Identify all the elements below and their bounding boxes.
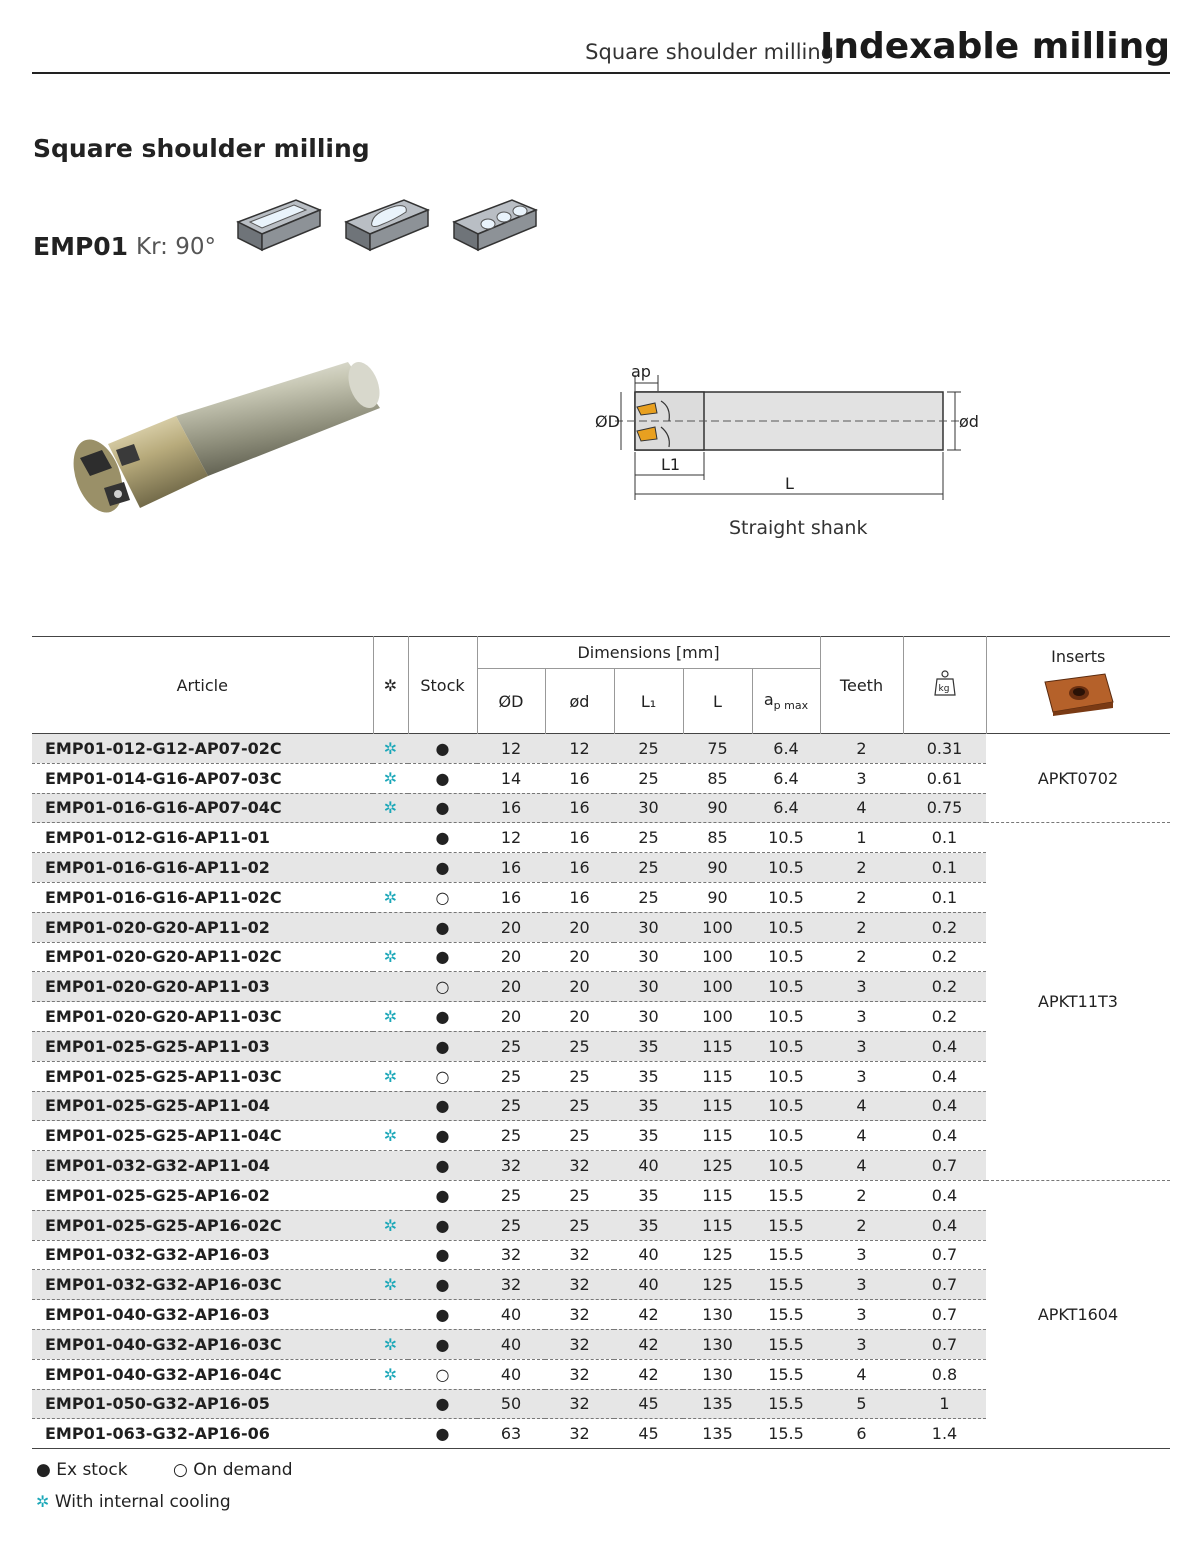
teeth-cell: 2 [820,942,903,972]
ap-cell: 10.5 [752,942,820,972]
cooling-icon [373,1300,408,1330]
d-cell: 25 [477,1121,545,1151]
l1-label: L1 [661,455,681,474]
d-outer-label: ØD [595,412,620,431]
d-cell: 25 [477,1031,545,1061]
d-cell: 25 [545,1061,614,1091]
article-cell: EMP01-040-G32-AP16-03 [32,1300,373,1330]
l1-cell: 30 [614,912,683,942]
teeth-cell: 3 [820,1061,903,1091]
l1-cell: 40 [614,1270,683,1300]
cooling-icon: ✲ [373,1061,408,1091]
header-title: Indexable milling [819,26,1170,67]
kg-cell: 0.7 [903,1240,986,1270]
kg-cell: 0.61 [903,763,986,793]
stock-cell: ● [408,1151,477,1181]
kg-cell: 0.1 [903,882,986,912]
d-cell: 25 [477,1180,545,1210]
l1-cell: 25 [614,763,683,793]
d-shank-label: ød [959,412,979,431]
insert-icon [1039,672,1117,716]
stock-cell: ● [408,853,477,883]
l-cell: 115 [683,1180,752,1210]
l1-cell: 25 [614,823,683,853]
d-cell: 32 [545,1270,614,1300]
ap-cell: 15.5 [752,1389,820,1419]
ap-cell: 10.5 [752,1091,820,1121]
ap-cell: 10.5 [752,1151,820,1181]
l1-cell: 30 [614,1002,683,1032]
insert-cell: APKT1604 [986,1180,1170,1448]
d-cell: 32 [477,1240,545,1270]
article-cell: EMP01-014-G16-AP07-03C [32,763,373,793]
teeth-cell: 3 [820,763,903,793]
article-cell: EMP01-032-G32-AP16-03 [32,1240,373,1270]
teeth-cell: 4 [820,793,903,823]
l-cell: 115 [683,1210,752,1240]
article-cell: EMP01-040-G32-AP16-03C [32,1329,373,1359]
header-d-outer: ØD [477,669,545,734]
d-cell: 40 [477,1329,545,1359]
ap-cell: 10.5 [752,823,820,853]
d-cell: 25 [545,1210,614,1240]
d-cell: 32 [545,1240,614,1270]
legend-on-demand: ○ On demand [172,1460,293,1480]
kg-cell: 0.4 [903,1061,986,1091]
article-cell: EMP01-016-G16-AP11-02C [32,882,373,912]
stock-cell: ● [408,1389,477,1419]
teeth-cell: 3 [820,1300,903,1330]
stock-cell: ● [408,793,477,823]
article-cell: EMP01-020-G20-AP11-03 [32,972,373,1002]
l1-cell: 35 [614,1061,683,1091]
article-cell: EMP01-025-G25-AP11-04 [32,1091,373,1121]
d-cell: 16 [545,853,614,883]
header-cooling-icon: ✲ [373,637,408,734]
l1-cell: 40 [614,1240,683,1270]
cooling-icon [373,1389,408,1419]
cooling-icon: ✲ [373,793,408,823]
article-cell: EMP01-016-G16-AP11-02 [32,853,373,883]
insert-cell: APKT0702 [986,734,1170,823]
d-cell: 12 [477,734,545,764]
cooling-icon: ✲ [373,734,408,764]
ap-cell: 15.5 [752,1419,820,1449]
d-cell: 63 [477,1419,545,1449]
d-cell: 16 [545,793,614,823]
kg-cell: 0.4 [903,1121,986,1151]
header-inserts: Inserts [986,637,1170,734]
kg-cell: 0.2 [903,1002,986,1032]
article-cell: EMP01-025-G25-AP11-03 [32,1031,373,1061]
d-cell: 25 [477,1091,545,1121]
header-article: Article [32,637,373,734]
teeth-cell: 4 [820,1121,903,1151]
stock-cell: ● [408,1091,477,1121]
cooling-icon [373,972,408,1002]
ap-cell: 10.5 [752,1121,820,1151]
ap-cell: 15.5 [752,1300,820,1330]
stock-cell: ○ [408,972,477,1002]
l-cell: 90 [683,793,752,823]
d-cell: 40 [477,1359,545,1389]
teeth-cell: 4 [820,1151,903,1181]
workpiece-shoulder-icon [236,192,322,256]
ap-cell: 10.5 [752,1002,820,1032]
d-cell: 32 [545,1329,614,1359]
cooling-icon [373,823,408,853]
header-weight-icon [903,637,986,734]
d-cell: 32 [477,1270,545,1300]
d-cell: 32 [545,1419,614,1449]
kg-cell: 0.31 [903,734,986,764]
d-cell: 25 [545,1180,614,1210]
cooling-icon: ✲ [373,1210,408,1240]
ap-cell: 10.5 [752,912,820,942]
l1-cell: 25 [614,853,683,883]
kg-cell: 0.4 [903,1180,986,1210]
l1-cell: 42 [614,1359,683,1389]
l1-cell: 35 [614,1031,683,1061]
article-cell: EMP01-025-G25-AP16-02C [32,1210,373,1240]
stock-cell: ● [408,1031,477,1061]
ap-cell: 10.5 [752,972,820,1002]
d-cell: 20 [545,942,614,972]
kg-cell: 0.4 [903,1091,986,1121]
header-d-shank: ød [545,669,614,734]
stock-cell: ○ [408,1061,477,1091]
d-cell: 32 [545,1389,614,1419]
page-header [32,22,1170,74]
cooling-icon [373,1031,408,1061]
ap-cell: 15.5 [752,1210,820,1240]
teeth-cell: 3 [820,1270,903,1300]
d-cell: 32 [545,1359,614,1389]
l1-cell: 25 [614,882,683,912]
kg-cell: 1.4 [903,1419,986,1449]
stock-cell: ● [408,1240,477,1270]
teeth-cell: 2 [820,912,903,942]
l1-cell: 45 [614,1389,683,1419]
l-cell: 90 [683,853,752,883]
d-cell: 16 [477,853,545,883]
ap-cell: 10.5 [752,882,820,912]
teeth-cell: 3 [820,1240,903,1270]
l-cell: 130 [683,1359,752,1389]
l-cell: 100 [683,972,752,1002]
ap-cell: 10.5 [752,1061,820,1091]
legend-ex-stock: ● Ex stock [36,1460,128,1480]
l-cell: 125 [683,1151,752,1181]
d-cell: 20 [545,912,614,942]
d-cell: 16 [545,763,614,793]
d-cell: 25 [545,1121,614,1151]
d-cell: 20 [477,972,545,1002]
teeth-cell: 5 [820,1389,903,1419]
svg-text:kg: kg [938,684,949,694]
d-cell: 25 [545,1031,614,1061]
kg-cell: 0.8 [903,1359,986,1389]
section-title: Square shoulder milling [33,134,370,163]
d-cell: 32 [545,1300,614,1330]
header-stock: Stock [408,637,477,734]
d-cell: 40 [477,1300,545,1330]
ap-cell: 15.5 [752,1329,820,1359]
article-cell: EMP01-040-G32-AP16-04C [32,1359,373,1389]
l-cell: 115 [683,1031,752,1061]
drawing-caption: Straight shank [729,517,868,539]
header-ap: $a_{p max}$ [752,669,820,734]
cooling-icon: ✲ [373,763,408,793]
cooling-icon: ✲ [373,1121,408,1151]
article-cell: EMP01-025-G25-AP16-02 [32,1180,373,1210]
l-cell: 85 [683,823,752,853]
cooling-icon [373,1180,408,1210]
stock-cell: ○ [408,882,477,912]
l1-cell: 42 [614,1300,683,1330]
end-mill-illustration [68,356,388,526]
cooling-icon: ✲ [36,1492,50,1511]
table-row [32,823,1170,853]
cooling-icon: ✲ [373,1329,408,1359]
teeth-cell: 2 [820,853,903,883]
legend-stock [36,1460,293,1480]
article-cell: EMP01-032-G32-AP16-03C [32,1270,373,1300]
stock-cell: ● [408,912,477,942]
stock-cell: ● [408,823,477,853]
d-cell: 25 [545,1091,614,1121]
cooling-icon [373,853,408,883]
teeth-cell: 3 [820,972,903,1002]
article-cell: EMP01-050-G32-AP16-05 [32,1389,373,1419]
insert-cell: APKT11T3 [986,823,1170,1181]
model-name: EMP01 [33,232,129,261]
stock-cell: ● [408,1121,477,1151]
l1-cell: 35 [614,1180,683,1210]
l-cell: 100 [683,1002,752,1032]
d-cell: 16 [477,793,545,823]
article-cell: EMP01-032-G32-AP11-04 [32,1151,373,1181]
article-cell: EMP01-025-G25-AP11-04C [32,1121,373,1151]
teeth-cell: 2 [820,734,903,764]
teeth-cell: 2 [820,882,903,912]
ap-cell: 6.4 [752,734,820,764]
ap-cell: 10.5 [752,853,820,883]
l-cell: 130 [683,1329,752,1359]
l1-cell: 35 [614,1210,683,1240]
article-cell: EMP01-012-G16-AP11-01 [32,823,373,853]
cooling-icon [373,912,408,942]
stock-cell: ● [408,1210,477,1240]
cooling-icon [373,1419,408,1449]
l-cell: 85 [683,763,752,793]
legend-cooling-text: With internal cooling [54,1492,231,1512]
kg-cell: 0.7 [903,1270,986,1300]
cooling-icon: ✲ [373,1270,408,1300]
teeth-cell: 2 [820,1210,903,1240]
ap-cell: 15.5 [752,1240,820,1270]
d-cell: 32 [477,1151,545,1181]
l-cell: 115 [683,1121,752,1151]
legend-cooling [36,1492,231,1512]
teeth-cell: 3 [820,1002,903,1032]
kg-cell: 0.1 [903,823,986,853]
ap-cell: 15.5 [752,1359,820,1389]
stock-cell: ● [408,734,477,764]
cooling-icon [373,1240,408,1270]
stock-cell: ● [408,1180,477,1210]
kg-cell: 0.4 [903,1210,986,1240]
table-row [32,734,1170,764]
d-cell: 20 [477,1002,545,1032]
stock-cell: ● [408,1270,477,1300]
teeth-cell: 1 [820,823,903,853]
l-cell: 100 [683,942,752,972]
l-cell: 100 [683,912,752,942]
kg-cell: 1 [903,1389,986,1419]
kg-cell: 0.7 [903,1151,986,1181]
kg-cell: 0.4 [903,1031,986,1061]
ap-cell: 6.4 [752,763,820,793]
l-cell: 115 [683,1061,752,1091]
d-cell: 16 [545,823,614,853]
l-cell: 115 [683,1091,752,1121]
cooling-icon [373,1091,408,1121]
kg-cell: 0.7 [903,1300,986,1330]
cooling-icon: ✲ [373,1359,408,1389]
workpiece-slots-icon [452,192,538,256]
ap-cell: 15.5 [752,1270,820,1300]
kg-cell: 0.7 [903,1329,986,1359]
article-cell: EMP01-063-G32-AP16-06 [32,1419,373,1449]
article-table [32,636,1170,1449]
kr-angle: Kr: 90° [136,234,216,260]
cooling-icon [373,1151,408,1181]
header-l1: L₁ [614,669,683,734]
d-cell: 16 [477,882,545,912]
workpiece-pocket-icon [344,192,430,256]
ap-cell: 15.5 [752,1180,820,1210]
l-cell: 125 [683,1240,752,1270]
stock-cell: ● [408,1300,477,1330]
kg-cell: 0.75 [903,793,986,823]
d-cell: 20 [477,942,545,972]
d-cell: 50 [477,1389,545,1419]
d-cell: 25 [477,1210,545,1240]
d-cell: 20 [545,1002,614,1032]
stock-cell: ● [408,942,477,972]
l1-cell: 25 [614,734,683,764]
d-cell: 14 [477,763,545,793]
l-cell: 125 [683,1270,752,1300]
header-l: L [683,669,752,734]
article-cell: EMP01-016-G16-AP07-04C [32,793,373,823]
l1-cell: 30 [614,972,683,1002]
kg-cell: 0.2 [903,912,986,942]
kg-cell: 0.2 [903,972,986,1002]
stock-cell: ● [408,1002,477,1032]
d-cell: 20 [477,912,545,942]
l1-cell: 35 [614,1121,683,1151]
stock-cell: ● [408,1419,477,1449]
article-cell: EMP01-012-G12-AP07-02C [32,734,373,764]
cooling-icon: ✲ [373,1002,408,1032]
kg-cell: 0.1 [903,853,986,883]
cooling-icon: ✲ [373,882,408,912]
l1-cell: 35 [614,1091,683,1121]
d-cell: 25 [477,1061,545,1091]
l1-cell: 45 [614,1419,683,1449]
l1-cell: 42 [614,1329,683,1359]
stock-cell: ○ [408,1359,477,1389]
d-cell: 16 [545,882,614,912]
article-cell: EMP01-020-G20-AP11-03C [32,1002,373,1032]
ap-cell: 6.4 [752,793,820,823]
dimension-drawing [585,355,995,515]
teeth-cell: 6 [820,1419,903,1449]
teeth-cell: 3 [820,1329,903,1359]
ap-label: ap [631,362,651,381]
ap-cell: 10.5 [752,1031,820,1061]
l-cell: 90 [683,882,752,912]
l-label: L [785,474,794,493]
header-dimensions: Dimensions [mm] [477,637,820,669]
header-teeth: Teeth [820,637,903,734]
teeth-cell: 2 [820,1180,903,1210]
l-cell: 130 [683,1300,752,1330]
article-cell: EMP01-020-G20-AP11-02 [32,912,373,942]
d-cell: 32 [545,1151,614,1181]
d-cell: 12 [545,734,614,764]
l1-cell: 40 [614,1151,683,1181]
teeth-cell: 3 [820,1031,903,1061]
kg-cell: 0.2 [903,942,986,972]
l-cell: 135 [683,1389,752,1419]
teeth-cell: 4 [820,1359,903,1389]
article-cell: EMP01-020-G20-AP11-02C [32,942,373,972]
d-cell: 20 [545,972,614,1002]
stock-cell: ● [408,1329,477,1359]
l-cell: 75 [683,734,752,764]
cooling-icon: ✲ [373,942,408,972]
l1-cell: 30 [614,793,683,823]
l-cell: 135 [683,1419,752,1449]
l1-cell: 30 [614,942,683,972]
article-cell: EMP01-025-G25-AP11-03C [32,1061,373,1091]
stock-cell: ● [408,763,477,793]
d-cell: 12 [477,823,545,853]
header-subtitle: Square shoulder milling [585,40,834,64]
teeth-cell: 4 [820,1091,903,1121]
table-row [32,1180,1170,1210]
